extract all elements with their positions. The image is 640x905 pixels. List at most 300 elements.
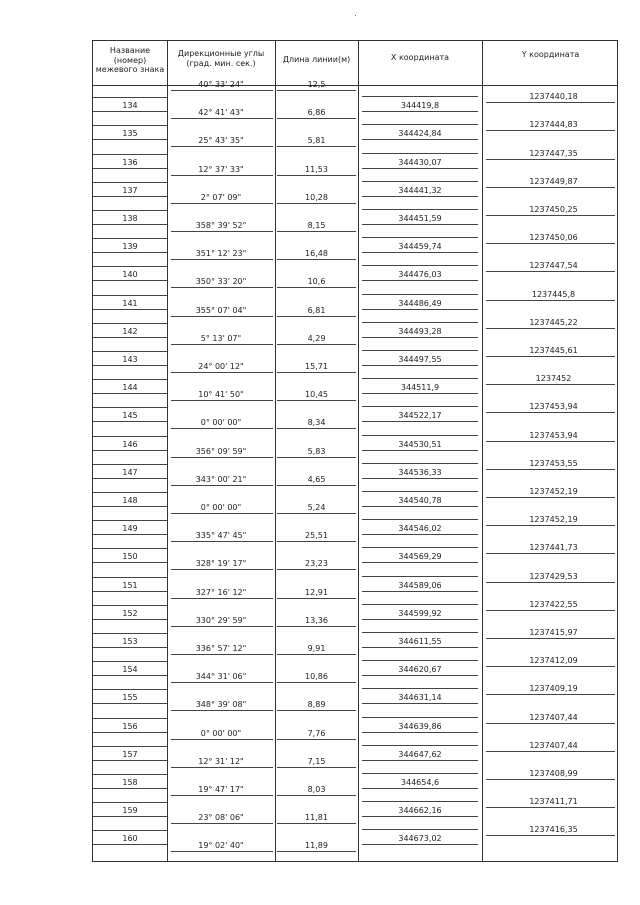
point-rule xyxy=(362,322,478,323)
point-rule xyxy=(362,660,478,661)
segment-length: 12,91 xyxy=(305,587,328,597)
segment-rule xyxy=(171,598,273,599)
header-length xyxy=(275,55,358,65)
point-name: 143 xyxy=(122,354,138,364)
segment-length: 5,81 xyxy=(307,136,326,146)
point-rule xyxy=(93,675,167,676)
segment-rule xyxy=(277,146,356,147)
point-name: 141 xyxy=(122,298,138,308)
point-rule xyxy=(93,774,167,775)
point-rule xyxy=(486,469,615,470)
point-rule xyxy=(362,181,478,182)
segment-angle: 344° 31' 06" xyxy=(195,672,247,682)
segment-rule xyxy=(277,259,356,260)
point-rule xyxy=(93,309,167,310)
segment-rule xyxy=(277,428,356,429)
segment-angle: 24° 00' 12" xyxy=(198,362,244,371)
point-rule xyxy=(486,102,615,103)
point-rule xyxy=(486,271,615,272)
point-x: 344599,92 xyxy=(398,608,442,618)
point-rule xyxy=(362,506,478,507)
point-rule xyxy=(93,252,167,253)
point-name: 144 xyxy=(122,383,138,393)
segment-rule xyxy=(171,541,273,542)
segment-rule xyxy=(171,203,273,204)
point-name: 156 xyxy=(122,721,138,731)
point-rule xyxy=(362,153,478,154)
segment-rule xyxy=(171,795,273,796)
point-rule xyxy=(93,97,167,98)
segment-rule xyxy=(171,485,273,486)
point-y: 1237444,83 xyxy=(529,120,578,130)
point-rule xyxy=(362,280,478,281)
segment-length: 13,36 xyxy=(305,615,328,625)
point-y: 1237452 xyxy=(535,374,572,384)
segment-angle: 5° 13' 07" xyxy=(200,333,242,343)
segment-rule xyxy=(171,654,273,655)
header-name-line: межевого знака xyxy=(95,65,165,74)
segment-rule xyxy=(277,203,356,204)
segment-angle: 40° 33' 24" xyxy=(198,80,244,89)
point-rule xyxy=(93,548,167,549)
point-rule xyxy=(486,300,615,301)
point-rule xyxy=(486,553,615,554)
segment-rule xyxy=(171,428,273,429)
segment-rule xyxy=(277,372,356,373)
segment-angle: 328° 19' 17" xyxy=(195,559,247,569)
point-y: 1237450,06 xyxy=(529,233,578,243)
point-rule xyxy=(362,209,478,210)
point-rule xyxy=(93,478,167,479)
point-name: 160 xyxy=(122,834,138,844)
point-rule xyxy=(362,675,478,676)
segment-rule xyxy=(171,767,273,768)
point-rule xyxy=(93,591,167,592)
segment-rule xyxy=(277,739,356,740)
point-rule xyxy=(93,139,167,140)
point-y: 1237445,8 xyxy=(531,289,576,299)
segment-rule xyxy=(171,372,273,373)
point-name: 140 xyxy=(122,270,138,280)
point-rule xyxy=(362,378,478,379)
point-rule xyxy=(486,215,615,216)
point-y: 1237445,22 xyxy=(529,317,578,327)
point-rule xyxy=(93,351,167,352)
segment-rule xyxy=(277,513,356,514)
point-rule xyxy=(93,520,167,521)
segment-angle: 351° 12' 23" xyxy=(195,249,247,259)
segment-length: 11,53 xyxy=(305,164,328,174)
point-rule xyxy=(362,591,478,592)
point-rule xyxy=(93,238,167,239)
column-divider xyxy=(482,41,483,861)
point-rule xyxy=(362,688,478,689)
point-name: 139 xyxy=(122,242,138,252)
segment-angle: 327° 16' 12" xyxy=(195,587,247,597)
segment-length: 11,89 xyxy=(305,841,328,851)
segment-length: 10,86 xyxy=(305,672,328,682)
point-rule xyxy=(93,492,167,493)
segment-rule xyxy=(171,287,273,288)
point-y: 1237407,44 xyxy=(529,740,578,750)
point-rule xyxy=(93,661,167,662)
segment-length: 5,24 xyxy=(307,503,326,512)
point-name: 157 xyxy=(122,749,138,759)
point-rule xyxy=(486,328,615,329)
header-name-line: Название xyxy=(109,46,151,55)
point-y: 1237449,87 xyxy=(529,176,578,186)
point-x: 344536,33 xyxy=(398,467,442,477)
segment-rule xyxy=(171,231,273,232)
segment-rule xyxy=(277,654,356,655)
point-y: 1237445,61 xyxy=(529,345,578,355)
point-rule xyxy=(93,689,167,690)
point-rule xyxy=(93,280,167,281)
point-rule xyxy=(362,435,478,436)
segment-length: 4,65 xyxy=(307,474,326,484)
point-y: 1237429,53 xyxy=(529,571,578,581)
header-angle xyxy=(167,49,275,68)
point-x: 344497,55 xyxy=(398,354,442,364)
segment-rule xyxy=(171,316,273,317)
segment-rule xyxy=(277,598,356,599)
point-rule xyxy=(486,582,615,583)
segment-length: 8,03 xyxy=(307,785,326,794)
point-rule xyxy=(362,350,478,351)
point-rule xyxy=(362,168,478,169)
segment-length: 10,28 xyxy=(305,192,328,202)
point-rule xyxy=(93,562,167,563)
point-rule xyxy=(362,801,478,802)
point-x: 344540,78 xyxy=(398,495,442,505)
header-angle-line: Дирекционные углы xyxy=(177,49,265,58)
point-y: 1237415,97 xyxy=(529,627,578,637)
point-rule xyxy=(93,323,167,324)
point-rule xyxy=(486,412,615,413)
point-rule xyxy=(93,816,167,817)
point-rule xyxy=(362,365,478,366)
point-x: 344620,67 xyxy=(398,665,442,675)
segment-rule xyxy=(277,485,356,486)
point-x: 344486,49 xyxy=(398,298,442,308)
point-rule xyxy=(93,125,167,126)
scan-speck xyxy=(355,15,356,16)
segment-length: 5,83 xyxy=(307,446,326,456)
segment-rule xyxy=(277,710,356,711)
header-y xyxy=(482,50,619,60)
point-x: 344424,84 xyxy=(398,129,442,139)
point-rule xyxy=(362,252,478,253)
point-x: 344451,59 xyxy=(398,213,442,223)
point-rule xyxy=(362,576,478,577)
point-rule xyxy=(93,266,167,267)
point-name: 153 xyxy=(122,636,138,646)
point-y: 1237412,09 xyxy=(529,656,578,666)
header-angle-line: (град. мин. сек.) xyxy=(186,58,256,68)
point-rule xyxy=(362,393,478,394)
segment-rule xyxy=(277,795,356,796)
point-rule xyxy=(93,379,167,380)
segment-angle: 355° 07' 04" xyxy=(195,305,247,315)
point-x: 344569,29 xyxy=(398,552,442,562)
point-rule xyxy=(93,746,167,747)
point-rule xyxy=(362,237,478,238)
point-rule xyxy=(93,182,167,183)
point-rule xyxy=(362,604,478,605)
point-x: 344511,9 xyxy=(400,383,440,393)
segment-rule xyxy=(277,316,356,317)
point-name: 146 xyxy=(122,439,138,449)
segment-length: 8,89 xyxy=(307,700,326,710)
point-rule xyxy=(486,666,615,667)
point-rule xyxy=(362,196,478,197)
header-name xyxy=(93,46,167,75)
point-rule xyxy=(362,788,478,789)
segment-rule xyxy=(171,259,273,260)
segment-angle: 25° 43' 35" xyxy=(198,136,244,146)
point-rule xyxy=(362,829,478,830)
segment-angle: 356° 09' 59" xyxy=(195,446,247,456)
segment-angle: 350° 33' 20" xyxy=(195,277,247,287)
point-rule xyxy=(362,732,478,733)
segment-angle: 10° 41' 50" xyxy=(198,390,244,400)
point-rule xyxy=(486,497,615,498)
point-y: 1237453,55 xyxy=(529,458,578,468)
header-name-line: (номер) xyxy=(113,55,147,65)
segment-rule xyxy=(171,710,273,711)
segment-rule xyxy=(171,175,273,176)
point-name: 134 xyxy=(122,101,138,111)
segment-rule xyxy=(277,90,356,91)
segment-length: 12,5 xyxy=(307,80,326,89)
point-rule xyxy=(93,703,167,704)
point-rule xyxy=(362,309,478,310)
segment-rule xyxy=(277,175,356,176)
segment-rule xyxy=(171,626,273,627)
segment-rule xyxy=(277,851,356,852)
point-rule xyxy=(486,638,615,639)
point-rule xyxy=(93,577,167,578)
point-name: 154 xyxy=(122,665,138,675)
point-y: 1237422,55 xyxy=(529,599,578,609)
segment-rule xyxy=(277,626,356,627)
segment-angle: 2° 07' 09" xyxy=(200,192,242,202)
point-rule xyxy=(362,534,478,535)
segment-rule xyxy=(277,344,356,345)
point-x: 344546,02 xyxy=(398,524,442,534)
segment-length: 4,29 xyxy=(307,333,326,343)
point-rule xyxy=(362,717,478,718)
point-rule xyxy=(486,723,615,724)
segment-angle: 23° 08' 06" xyxy=(198,813,244,823)
point-x: 344493,28 xyxy=(398,326,442,336)
point-y: 1237411,71 xyxy=(529,797,578,807)
point-x: 344522,17 xyxy=(398,411,442,421)
segment-rule xyxy=(171,457,273,458)
segment-rule xyxy=(171,118,273,119)
point-y: 1237407,44 xyxy=(529,712,578,722)
segment-rule xyxy=(277,231,356,232)
segment-length: 16,48 xyxy=(305,249,328,259)
segment-length: 8,34 xyxy=(307,418,326,428)
point-rule xyxy=(93,365,167,366)
segment-rule xyxy=(171,851,273,852)
point-rule xyxy=(93,788,167,789)
point-x: 344589,06 xyxy=(398,580,442,590)
segment-angle: 358° 39' 52" xyxy=(195,221,247,230)
point-name: 152 xyxy=(122,608,138,618)
segment-length: 11,81 xyxy=(305,813,328,823)
point-y: 1237447,35 xyxy=(529,148,578,158)
point-y: 1237408,99 xyxy=(529,768,578,778)
point-rule xyxy=(362,224,478,225)
point-y: 1237453,94 xyxy=(529,430,578,440)
point-x: 344639,86 xyxy=(398,721,442,731)
point-rule xyxy=(93,830,167,831)
segment-angle: 0° 00' 00" xyxy=(200,418,242,428)
point-rule xyxy=(93,196,167,197)
segment-angle: 343° 00' 21" xyxy=(195,474,247,484)
point-name: 149 xyxy=(122,524,138,534)
point-rule xyxy=(362,265,478,266)
point-rule xyxy=(486,835,615,836)
point-rule xyxy=(486,159,615,160)
point-y: 1237452,19 xyxy=(529,486,578,496)
point-rule xyxy=(93,111,167,112)
segment-angle: 42° 41' 43" xyxy=(198,108,244,118)
point-name: 150 xyxy=(122,552,138,562)
segment-rule xyxy=(277,287,356,288)
point-rule xyxy=(93,605,167,606)
segment-rule xyxy=(277,541,356,542)
segment-rule xyxy=(171,682,273,683)
point-rule xyxy=(362,294,478,295)
point-rule xyxy=(93,760,167,761)
point-rule xyxy=(93,421,167,422)
point-name: 148 xyxy=(122,495,138,505)
segment-angle: 335° 47' 45" xyxy=(195,531,247,541)
point-rule xyxy=(362,619,478,620)
point-x: 344611,55 xyxy=(398,636,442,646)
point-rule xyxy=(486,130,615,131)
point-y: 1237453,94 xyxy=(529,402,578,412)
point-rule xyxy=(93,844,167,845)
point-rule xyxy=(486,779,615,780)
point-rule xyxy=(362,745,478,746)
segment-length: 6,81 xyxy=(307,305,326,315)
point-rule xyxy=(362,844,478,845)
point-y: 1237447,54 xyxy=(529,261,578,271)
segment-angle: 348° 39' 08" xyxy=(195,700,247,710)
point-rule xyxy=(362,406,478,407)
point-x: 344530,51 xyxy=(398,439,442,449)
segment-length: 23,23 xyxy=(305,559,328,569)
segment-rule xyxy=(171,823,273,824)
segment-angle: 330° 29' 59" xyxy=(195,615,247,625)
segment-rule xyxy=(277,457,356,458)
point-name: 155 xyxy=(122,693,138,703)
point-rule xyxy=(93,436,167,437)
segment-length: 15,71 xyxy=(305,362,328,371)
segment-angle: 336° 57' 12" xyxy=(195,644,247,653)
point-rule xyxy=(362,562,478,563)
segment-rule xyxy=(171,400,273,401)
point-x: 344662,16 xyxy=(398,806,442,816)
header-x xyxy=(358,53,482,63)
point-rule xyxy=(362,491,478,492)
point-rule xyxy=(93,802,167,803)
point-y: 1237440,18 xyxy=(529,92,578,102)
point-rule xyxy=(362,463,478,464)
point-rule xyxy=(93,464,167,465)
point-rule xyxy=(93,718,167,719)
segment-length: 7,76 xyxy=(307,728,326,738)
point-rule xyxy=(93,619,167,620)
point-rule xyxy=(486,384,615,385)
boundary-points-table xyxy=(92,40,618,862)
point-y: 1237452,19 xyxy=(529,515,578,525)
point-name: 137 xyxy=(122,185,138,195)
point-name: 142 xyxy=(122,326,138,336)
point-rule xyxy=(93,337,167,338)
point-y: 1237450,25 xyxy=(529,204,578,214)
point-rule xyxy=(486,751,615,752)
point-rule xyxy=(362,450,478,451)
point-name: 136 xyxy=(122,157,138,167)
segment-rule xyxy=(171,513,273,514)
point-rule xyxy=(93,633,167,634)
segment-rule xyxy=(277,569,356,570)
point-rule xyxy=(362,773,478,774)
point-rule xyxy=(93,732,167,733)
segment-rule xyxy=(277,823,356,824)
point-rule xyxy=(93,295,167,296)
point-name: 135 xyxy=(122,129,138,139)
point-name: 158 xyxy=(122,777,138,787)
segment-rule xyxy=(171,90,273,91)
point-rule xyxy=(362,111,478,112)
point-x: 344673,02 xyxy=(398,834,442,844)
point-rule xyxy=(362,478,478,479)
segment-rule xyxy=(277,767,356,768)
point-name: 145 xyxy=(122,411,138,421)
point-name: 151 xyxy=(122,580,138,590)
segment-length: 10,45 xyxy=(305,390,328,400)
point-x: 344631,14 xyxy=(398,693,442,703)
point-rule xyxy=(362,96,478,97)
point-rule xyxy=(93,154,167,155)
segment-length: 10,6 xyxy=(307,277,326,287)
point-rule xyxy=(486,525,615,526)
point-y: 1237409,19 xyxy=(529,684,578,694)
point-rule xyxy=(362,337,478,338)
point-name: 147 xyxy=(122,467,138,477)
point-x: 344654,6 xyxy=(400,777,440,787)
point-rule xyxy=(93,393,167,394)
point-rule xyxy=(362,547,478,548)
point-rule xyxy=(486,610,615,611)
point-rule xyxy=(93,168,167,169)
segment-rule xyxy=(171,146,273,147)
segment-length: 8,15 xyxy=(307,221,326,230)
point-rule xyxy=(486,694,615,695)
point-x: 344419,8 xyxy=(400,101,440,111)
point-rule xyxy=(93,407,167,408)
point-rule xyxy=(93,534,167,535)
point-x: 344430,07 xyxy=(398,157,442,167)
segment-rule xyxy=(277,118,356,119)
segment-length: 9,91 xyxy=(307,644,326,653)
